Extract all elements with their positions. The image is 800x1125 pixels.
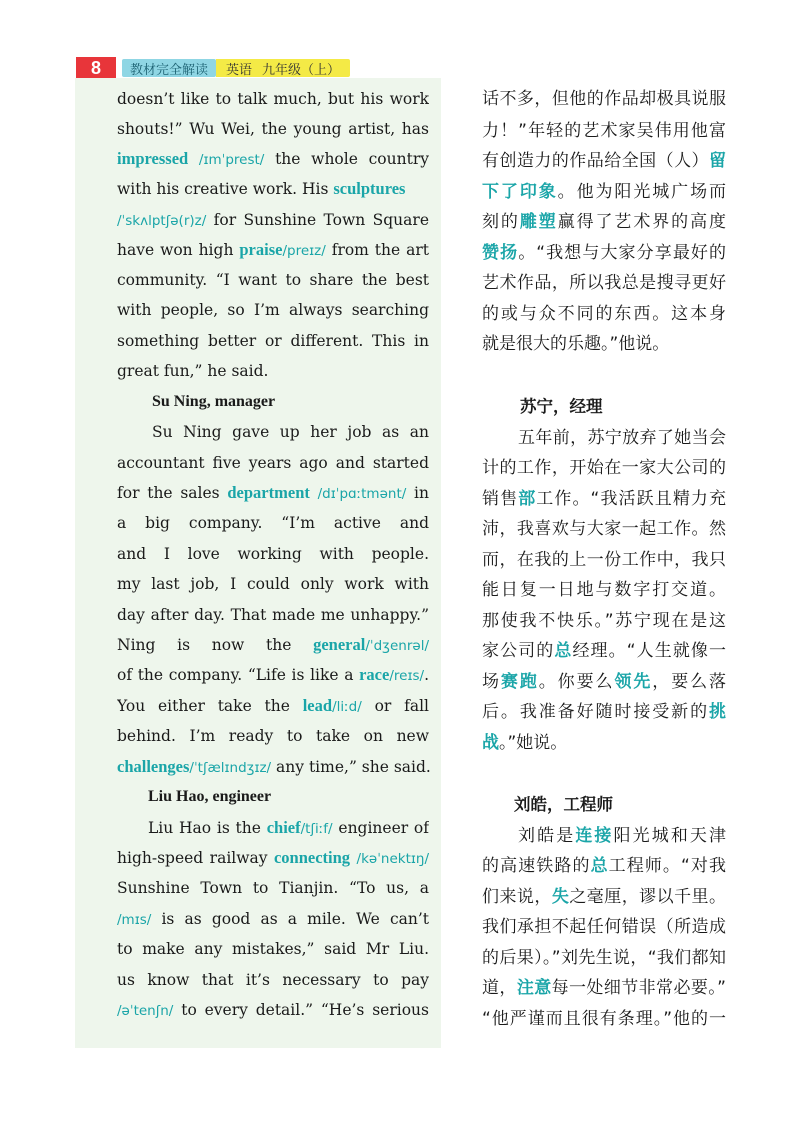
- section-heading: 苏宁，经理: [520, 397, 603, 416]
- zh-keyword: 雕塑: [519, 212, 558, 232]
- phonetic: /kəˈnektɪŋ/: [356, 851, 429, 867]
- en-text: to every detail.” “He’s serious: [181, 1001, 429, 1019]
- keyword: challenges: [117, 757, 190, 776]
- keyword: lead: [302, 696, 333, 715]
- phonetic: /reɪs/: [389, 668, 425, 684]
- zh-keyword: 连接: [575, 826, 614, 846]
- zh-text: 道，: [482, 978, 517, 998]
- en-line: doesn’t like to talk much, but his work: [117, 90, 429, 108]
- book-title: 教材完全解读: [122, 59, 216, 77]
- zh-line: [482, 484, 726, 514]
- zh-line: [482, 882, 726, 912]
- zh-text: 。你要么: [538, 672, 615, 692]
- zh-line: [482, 207, 726, 237]
- zh-keyword: 挑: [709, 702, 726, 722]
- phonetic: /ˈdʒenrəl/: [365, 638, 429, 654]
- page-number: 8: [76, 57, 116, 79]
- zh-text: 销售: [482, 489, 519, 509]
- phonetic: /mɪs/: [117, 912, 152, 928]
- en-text: is as good as a mile. We can’t: [161, 910, 429, 928]
- zh-line: [518, 821, 726, 851]
- zh-line: 就是很大的乐趣。”他说。: [482, 334, 670, 354]
- en-line: [117, 660, 429, 690]
- en-line: my last job, I could only work with: [117, 575, 429, 593]
- zh-text: 工作。“我活跃且精力充: [536, 489, 726, 509]
- zh-text: 。他为阳光城广场而: [557, 182, 726, 202]
- zh-text: 刻的: [482, 212, 520, 232]
- zh-text: 后。我准备好随时接受新的: [482, 702, 709, 722]
- zh-keyword: 下了印象: [482, 182, 558, 202]
- zh-line: [482, 667, 726, 697]
- keyword: sculptures: [333, 179, 406, 198]
- zh-line: [482, 146, 726, 176]
- en-text: .: [424, 666, 429, 684]
- subject-label: 英语: [226, 62, 253, 78]
- phonetic: /tʃiːf/: [300, 821, 333, 837]
- keyword: connecting: [273, 848, 351, 867]
- zh-line: 力！”年轻的艺术家吴伟用他富: [482, 121, 726, 141]
- zh-text: 有创造力的作品给全国（人）: [482, 151, 709, 171]
- zh-text: 刘皓是: [518, 826, 576, 846]
- zh-text: 。”她说。: [499, 733, 568, 753]
- en-line: [117, 174, 429, 204]
- en-line: community. “I want to share the best: [117, 271, 429, 289]
- phonetic: /liːd/: [332, 699, 362, 715]
- en-line: and I love working with people.: [117, 545, 429, 563]
- zh-line: 那使我不快乐。”苏宁现在是这: [482, 611, 726, 631]
- en-line: to make any mistakes,” said Mr Liu.: [117, 940, 429, 958]
- zh-line: 艺术作品，所以我总是搜寻更好: [482, 273, 726, 293]
- en-line: behind. I’m ready to take on new: [117, 727, 429, 745]
- en-text: high-speed railway: [117, 849, 268, 867]
- zh-text: 阳光城和天津: [613, 826, 726, 846]
- en-text: of the company. “Life is like a: [117, 666, 354, 684]
- en-text: for the sales: [117, 484, 220, 502]
- en-line: a big company. “I’m active and: [117, 514, 429, 532]
- en-text: Liu Hao is the: [148, 819, 261, 837]
- section-heading: 刘皓，工程师: [514, 795, 613, 814]
- en-text: the whole country: [275, 150, 429, 168]
- en-line: [117, 995, 429, 1025]
- zh-line: [482, 238, 726, 268]
- en-line: [117, 691, 429, 721]
- zh-text: 家公司的: [482, 641, 555, 661]
- zh-text: 每一处细节非常必要。”: [551, 978, 726, 998]
- en-text: engineer of: [338, 819, 429, 837]
- zh-text: ，要么落: [652, 672, 726, 692]
- zh-line: 计的工作，开始在一家大公司的: [482, 458, 726, 478]
- zh-line: [482, 697, 726, 727]
- keyword: department: [227, 483, 310, 502]
- zh-keyword: 注意: [516, 978, 552, 998]
- en-line: something better or different. This in: [117, 332, 429, 350]
- phonetic: /ˈtʃælɪndʒɪz/: [189, 760, 272, 776]
- zh-line: “他严谨而且很有条理。”他的一: [482, 1009, 726, 1029]
- zh-line: [482, 728, 726, 758]
- keyword: praise: [239, 240, 283, 259]
- zh-text: 之毫厘，谬以千里。: [569, 887, 726, 907]
- zh-line: 的或与众不同的东西。这本身: [482, 304, 726, 324]
- zh-text: 赢得了艺术界的高度: [557, 212, 726, 232]
- zh-keyword: 战: [482, 733, 499, 753]
- zh-text: 场: [482, 672, 501, 692]
- en-line: shouts!” Wu Wei, the young artist, has: [117, 120, 429, 138]
- phonetic: /əˈtenʃn/: [117, 1003, 174, 1019]
- zh-line: [482, 851, 726, 881]
- en-text: with his creative work. His: [117, 180, 329, 198]
- zh-keyword: 赛跑: [500, 672, 539, 692]
- en-text: any time,” she said.: [276, 758, 431, 776]
- zh-keyword: 总: [554, 641, 573, 661]
- section-heading: Su Ning, manager: [152, 393, 276, 410]
- phonetic: /ˈskʌlptʃə(r)z/: [117, 213, 207, 229]
- zh-line: 能日复一日地与数字打交道。: [482, 580, 726, 600]
- zh-line: 我们承担不起任何错误（所造成: [482, 917, 726, 937]
- zh-keyword: 赞扬: [482, 243, 519, 263]
- en-line: Su Ning gave up her job as an: [152, 423, 429, 441]
- zh-text: 的高速铁路的: [482, 856, 591, 876]
- zh-text: 工程师。“对我: [608, 856, 726, 876]
- zh-text: 。“我想与大家分享最好的: [518, 243, 726, 263]
- en-line: [117, 144, 429, 174]
- page-header: [76, 58, 350, 78]
- en-line: [117, 843, 429, 873]
- zh-keyword: 领先: [614, 672, 653, 692]
- en-line: with people, so I’m always searching: [117, 301, 429, 319]
- en-text: for Sunshine Town Square: [213, 211, 429, 229]
- en-line: [117, 235, 429, 265]
- zh-line: 话不多，但他的作品却极具说服: [482, 89, 726, 109]
- zh-line: [482, 177, 726, 207]
- grade-label: 九年级（上）: [262, 62, 341, 78]
- zh-keyword: 失: [551, 887, 570, 907]
- en-text: Sunshine Town to Tianjin. “To us, a: [117, 879, 429, 897]
- en-text: Ning is now the: [117, 636, 292, 654]
- en-line: [148, 813, 429, 843]
- section-heading: Liu Hao, engineer: [148, 788, 272, 805]
- en-line: [117, 904, 429, 934]
- en-line: day after day. That made me unhappy.”: [117, 606, 429, 624]
- zh-line: [482, 636, 726, 666]
- en-line: [117, 752, 429, 782]
- en-text: have won high: [117, 241, 234, 259]
- en-line: [117, 630, 429, 660]
- keyword: chief: [266, 818, 301, 837]
- en-text: or fall: [374, 697, 429, 715]
- zh-line: 五年前，苏宁放弃了她当会: [518, 428, 726, 448]
- en-line: [117, 205, 429, 235]
- en-line: great fun,” he said.: [117, 362, 269, 380]
- keyword: impressed: [117, 149, 189, 168]
- zh-text: 经理。“人生就像一: [572, 641, 726, 661]
- en-line: [117, 965, 429, 995]
- zh-keyword: 部: [518, 489, 537, 509]
- keyword: general: [313, 635, 366, 654]
- phonetic: /preɪz/: [282, 243, 326, 259]
- zh-line: 而，在我的上一份工作中，我只: [482, 550, 726, 570]
- zh-keyword: 留: [709, 151, 726, 171]
- en-text: You either take the: [117, 697, 290, 715]
- en-text: us know that it’s necessary to pay: [117, 971, 429, 989]
- subject-grade: [216, 59, 350, 77]
- zh-line: [482, 973, 726, 1003]
- phonetic: /ɪmˈprest/: [198, 152, 265, 168]
- phonetic: /dɪˈpɑːtmənt/: [317, 486, 407, 502]
- zh-keyword: 总: [590, 856, 609, 876]
- zh-line: 沛，我喜欢与大家一起工作。然: [482, 519, 726, 539]
- en-line: accountant five years ago and started: [117, 454, 429, 472]
- en-text: in: [414, 484, 429, 502]
- en-line: [117, 873, 429, 903]
- en-line: [117, 478, 429, 508]
- zh-text: 们来说，: [482, 887, 552, 907]
- en-text: from the art: [331, 241, 429, 259]
- keyword: race: [359, 665, 390, 684]
- zh-line: 的后果）。”刘先生说，“我们都知: [482, 948, 726, 968]
